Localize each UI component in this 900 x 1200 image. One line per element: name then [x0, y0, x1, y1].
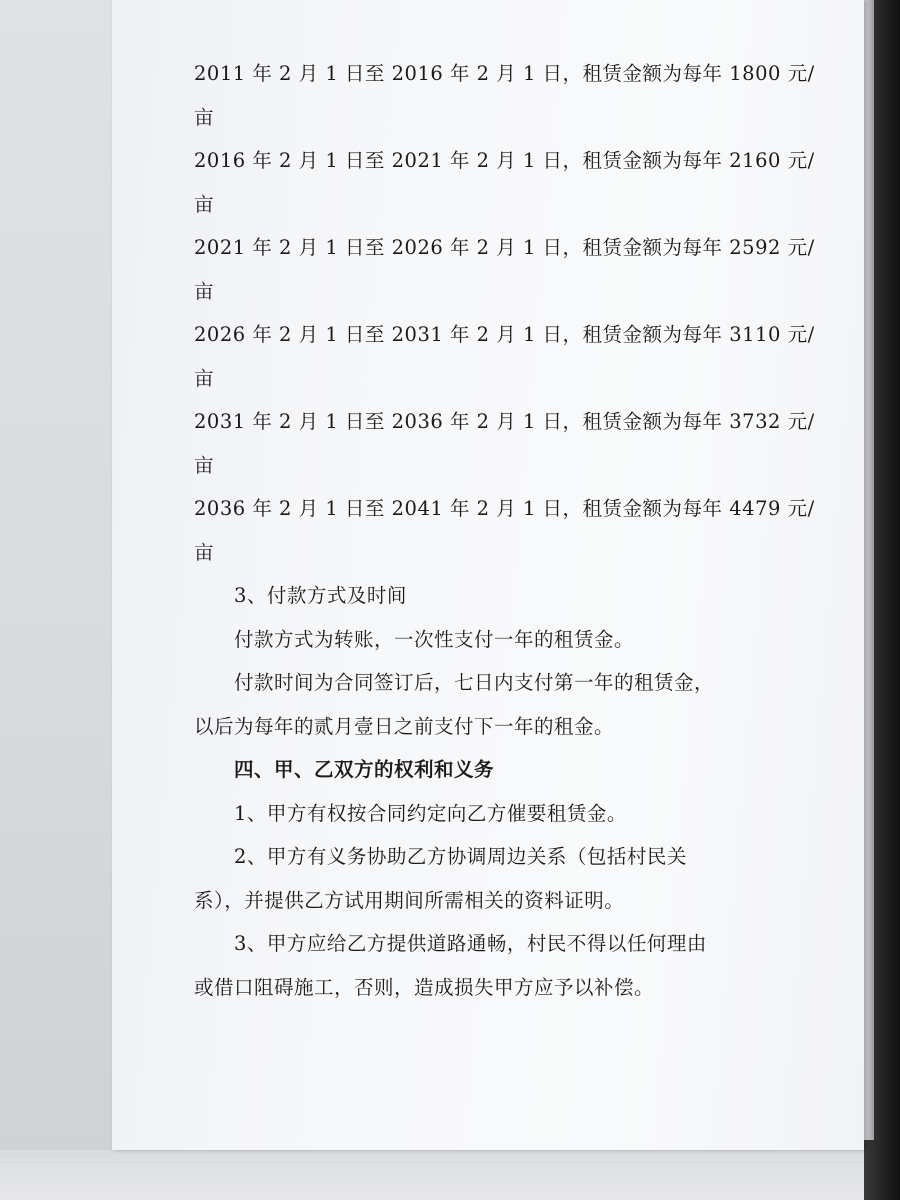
section-4-item-2-line-1: 2、甲方有义务协助乙方协调周边关系（包括村民关: [234, 845, 687, 868]
rent-unit-3: 亩: [194, 279, 215, 303]
section-4-heading: 四、甲、乙双方的权利和义务: [234, 758, 495, 781]
rent-line-4: 2026 年 2 月 1 日至 2031 年 2 月 1 日，租赁金额为每年 3110 元/: [194, 323, 815, 346]
section-4-item-3-line-2: 或借口阻碍施工，否则，造成损失甲方应予以补偿。: [194, 975, 655, 999]
page-stack-edge: [864, 0, 874, 1140]
underlying-sheet: [0, 0, 113, 1160]
payment-time-line-2: 以后为每年的贰月壹日之前支付下一年的租金。: [194, 714, 615, 738]
rent-unit-6: 亩: [194, 540, 215, 564]
rent-line-2: 2016 年 2 月 1 日至 2021 年 2 月 1 日，租赁金额为每年 2160 元/: [194, 149, 815, 172]
section-4-item-3-line-1: 3、甲方应给乙方提供道路通畅，村民不得以任何理由: [234, 932, 707, 955]
rent-unit-2: 亩: [194, 192, 215, 216]
rent-line-3: 2021 年 2 月 1 日至 2026 年 2 月 1 日，租赁金额为每年 2592 元/: [194, 236, 815, 259]
payment-heading: 3、付款方式及时间: [234, 584, 407, 607]
section-4-item-1: 1、甲方有权按合同约定向乙方催要租赁金。: [234, 801, 627, 825]
desk-surface: [0, 1150, 900, 1200]
payment-method: 付款方式为转账，一次性支付一年的租赁金。: [234, 627, 635, 651]
rent-unit-5: 亩: [194, 453, 215, 477]
rent-unit-4: 亩: [194, 366, 215, 390]
payment-time-line-1: 付款时间为合同签订后，七日内支付第一年的租赁金，: [234, 671, 715, 694]
rent-line-6: 2036 年 2 月 1 日至 2041 年 2 月 1 日，租赁金额为每年 4479 元/: [194, 497, 815, 520]
document-body: [194, 52, 815, 1009]
document-page: [112, 0, 864, 1150]
section-4-item-2-line-2: 系），并提供乙方试用期间所需相关的资料证明。: [194, 888, 625, 912]
rent-line-1: 2011 年 2 月 1 日至 2016 年 2 月 1 日，租赁金额为每年 1800 元/: [194, 62, 815, 85]
rent-line-5: 2031 年 2 月 1 日至 2036 年 2 月 1 日，租赁金额为每年 3732 元/: [194, 410, 815, 433]
rent-unit-1: 亩: [194, 105, 215, 129]
